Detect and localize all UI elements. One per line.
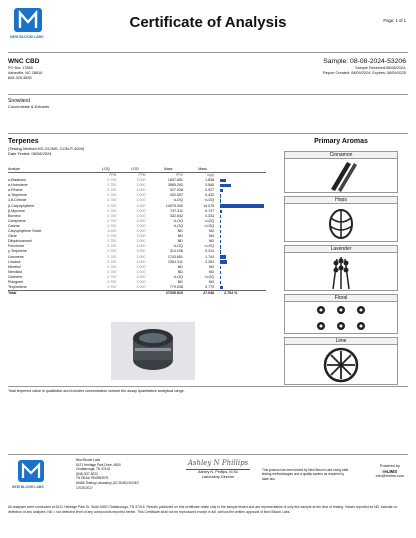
mass-ppm-cell: ND [177, 279, 183, 284]
loq-cell: 0.750 [107, 213, 117, 218]
lod-cell: 3.000 [136, 178, 146, 183]
lab-anab: ANAB Testing Laboratory (AT-2848) ISO/IEC [76, 480, 140, 485]
primary-aromas [276, 138, 406, 344]
unit-mass-mg: mg/g [207, 173, 215, 177]
lod-cell: 3.000 [136, 254, 146, 259]
logo-text: NEW BLOOM LABS [10, 35, 44, 39]
mass-mg-cell: ND [208, 239, 215, 244]
lime-icon [319, 345, 363, 385]
sample-id: Sample: 08-08-2024-53206 [323, 58, 406, 65]
mass-ppm-cell: 432.057 [169, 193, 183, 198]
mass-ppm-cell: ND [177, 229, 183, 234]
signer-name: Ashley N. Phillips, M.Sc [186, 469, 250, 475]
lod-cell: 3.000 [136, 285, 146, 290]
footer-logo-text: NEW BLOOM LABS [12, 485, 44, 489]
mass-mg-cell: ND [208, 234, 215, 239]
section-title: Terpenes [8, 138, 39, 145]
total-mg: 27.036 [187, 291, 218, 297]
mass-mg-cell: ND [208, 279, 215, 284]
testing-method: (Testing Method:HS-GC/MS, CON-P-4000) [8, 146, 85, 151]
product-divider [8, 133, 408, 134]
lab-phone: (844) 837-8223 [76, 471, 98, 476]
loq-cell: 0.750 [107, 203, 117, 208]
analyte-cell: Carene [8, 223, 20, 228]
mass-ppm-cell: 927.028 [169, 188, 183, 193]
signer-title: Laboratory Director [201, 475, 235, 479]
aroma-cinnamon [284, 151, 398, 193]
loq-cell: 0.750 [107, 274, 117, 279]
lab-address-2: Chattanooga, TN 37416 [76, 467, 110, 472]
lod-cell: 3.000 [136, 249, 146, 254]
lod-cell: 3.000 [136, 259, 146, 264]
mass-mg-cell: <LOQ [204, 244, 215, 249]
header-divider [8, 52, 408, 53]
footer-logo [12, 460, 52, 496]
mass-ppm-cell: <LOQ [173, 218, 183, 223]
powered-by-label: Powered by [379, 464, 400, 468]
analyte-cell: 1,8-Cineole [8, 198, 27, 203]
lod-cell: 3.000 [136, 208, 146, 213]
unit-loq: PPM [109, 173, 117, 177]
lab-iso: 17025:2017 [76, 485, 93, 490]
analyte-cell: Citral [8, 234, 17, 239]
analyte-cell: Menthol [8, 264, 21, 269]
header [0, 0, 416, 52]
lod-cell: 3.000 [136, 218, 146, 223]
concentration-bar [220, 240, 221, 243]
concentration-bar [220, 276, 221, 279]
mass-ppm-cell: 314.198 [169, 249, 183, 254]
lab-name: New Bloom Labs [76, 458, 101, 462]
concentration-bar [220, 230, 221, 233]
product-category: Concentrate & Extracts [8, 104, 50, 110]
total-ppm: 27035.519 [149, 291, 186, 297]
analyte-cell: Pulegone [8, 279, 24, 284]
loq-cell: 0.750 [107, 218, 117, 223]
loq-cell: 0.750 [107, 193, 117, 198]
loq-cell: 0.750 [107, 239, 117, 244]
col-lod: LOD [120, 167, 149, 173]
aroma-label: Lime [285, 338, 397, 345]
loq-cell: 0.750 [107, 259, 117, 264]
mass-mg-cell: <LOQ [204, 218, 215, 223]
concentration-bar [220, 184, 231, 187]
mass-ppm-cell: 779.038 [169, 285, 183, 290]
lod-cell: 3.000 [136, 223, 146, 228]
col-mass-ppm: Mass [149, 167, 186, 173]
concentration-bar [220, 220, 221, 223]
col-mass-mg: Mass [187, 167, 218, 173]
analyte-cell: Borneol [8, 213, 21, 218]
client-address-1: PO Box 17865 [8, 66, 33, 70]
concentration-bar [220, 255, 225, 258]
concentration-bar [220, 194, 221, 197]
footer-divider [8, 454, 408, 455]
lab-dea: TN DEA#: RN0563975 [76, 476, 109, 481]
lod-cell: 3.000 [136, 279, 146, 284]
aroma-floral [284, 294, 398, 334]
mass-mg-cell: 0.333 [205, 213, 215, 218]
concentration-bar [220, 225, 221, 228]
concentration-bar [220, 281, 221, 284]
mass-ppm-cell: ND [177, 239, 183, 244]
total-row [8, 291, 266, 297]
loq-cell: 0.750 [107, 208, 117, 213]
mass-mg-cell: 0.432 [205, 193, 215, 198]
mass-ppm-cell: 14075.340 [165, 203, 183, 208]
lod-cell: 3.000 [136, 229, 146, 234]
lod-cell: 3.000 [136, 183, 146, 188]
analyte-cell: α-Pinene [8, 188, 23, 193]
aroma-lime [284, 337, 398, 385]
relims-email[interactable]: info@relims.com [375, 474, 404, 478]
mass-mg-cell: 2.281 [205, 259, 215, 264]
analyte-cell: α-Humulene [8, 183, 28, 188]
loq-cell: 0.750 [107, 264, 117, 269]
loq-cell: 0.750 [107, 183, 117, 188]
cinnamon-icon [321, 159, 361, 193]
unit-lod: PPM [138, 173, 146, 177]
lod-cell: 3.000 [136, 198, 146, 203]
concentration-bar [220, 204, 264, 207]
mass-mg-cell: 14.075 [203, 203, 215, 208]
lod-cell: 3.000 [136, 193, 146, 198]
jar-icon [111, 322, 195, 380]
mass-ppm-cell: 3565.292 [167, 183, 183, 188]
loq-cell: 0.750 [107, 285, 117, 290]
mass-mg-cell: <LOQ [204, 198, 215, 203]
concentration-bar [220, 215, 221, 218]
loq-cell: 0.750 [107, 223, 117, 228]
product-photo [111, 322, 195, 380]
lod-cell: 3.000 [136, 269, 146, 274]
analyte-cell: Ocimene [8, 274, 23, 279]
loq-cell: 0.750 [107, 244, 117, 249]
client-info [8, 58, 42, 82]
aroma-label: Floral [285, 295, 397, 302]
client-phone: 828-329-5835 [8, 76, 32, 81]
terpenes-section-header [8, 138, 84, 156]
loq-cell: 0.750 [107, 198, 117, 203]
sample-received: Sample Received:08/08/2024; [355, 66, 406, 70]
mass-mg-cell: ND [208, 229, 215, 234]
mass-mg-cell: 0.314 [205, 249, 215, 254]
unit-mass-ppm: PPM [175, 173, 183, 177]
total-percent: 2.704 % [218, 291, 266, 297]
mass-mg-cell: 0.747 [205, 208, 215, 213]
col-loq: LOQ [91, 167, 120, 173]
concentration-bar [220, 179, 226, 182]
mass-mg-cell: 1.744 [205, 254, 215, 259]
mass-mg-cell: ND [208, 269, 215, 274]
lod-cell: 3.000 [136, 188, 146, 193]
aroma-lavender [284, 245, 398, 291]
concentration-bar [220, 266, 221, 269]
loq-cell: 0.750 [107, 279, 117, 284]
mass-ppm-cell: <LOQ [173, 198, 183, 203]
lab-address-1: 6121 Heritage Park Drive, A500 [76, 462, 121, 467]
mass-mg-cell: <LOQ [204, 274, 215, 279]
page-number: Page: 1 of 1 [383, 18, 406, 23]
analyte-cell: Caryophyllene Oxide [8, 229, 42, 234]
lavender-icon [321, 253, 361, 291]
analyte-cell: Linalool [8, 259, 21, 264]
hops-icon [321, 204, 361, 242]
mass-ppm-cell: <LOQ [173, 223, 183, 228]
loq-cell: 0.750 [107, 269, 117, 274]
concentration-bar [220, 235, 221, 238]
aromas-title: Primary Aromas [314, 138, 368, 145]
concentration-bar [220, 210, 222, 213]
loq-cell: 0.750 [107, 188, 117, 193]
loq-cell: 0.750 [107, 249, 117, 254]
analyte-cell: Dihydrocarveol [8, 239, 32, 244]
page-title: Certificate of Analysis [129, 14, 287, 31]
terpene-note: Total terpenes value is qualitative and includes concentration outside the assay quantitative analytical range. [8, 389, 185, 393]
analyte-cell: Terpinolene [8, 285, 27, 290]
mass-ppm-cell: 747.311 [170, 208, 183, 213]
loq-cell: 0.750 [107, 254, 117, 259]
terpenes-table [8, 167, 266, 296]
lod-cell: 3.000 [136, 234, 146, 239]
concentration-bar [220, 286, 222, 289]
floral-icon [311, 302, 371, 334]
footer-logo-mark-icon [18, 460, 44, 482]
mass-ppm-cell: ND [177, 264, 183, 269]
aroma-label: Cinnamon [285, 152, 397, 159]
mass-ppm-cell: <LOQ [173, 274, 183, 279]
aroma-label: Lavender [285, 246, 397, 253]
analyte-cell: α-Bisabolol [8, 178, 26, 183]
client-name: WNC CBD [8, 58, 40, 65]
mass-ppm-cell: 332.642 [169, 213, 183, 218]
concentration-bar [220, 250, 221, 253]
mass-mg-cell: ND [208, 264, 215, 269]
client-address-2: Asheville, NC 28816 [8, 71, 43, 76]
total-label: Total [8, 291, 91, 297]
analyte-cell: Nerolidol [8, 269, 23, 274]
mass-mg-cell: 1.838 [205, 178, 215, 183]
concentration-bar [220, 245, 221, 248]
mass-ppm-cell: 2281.311 [168, 259, 183, 264]
disclaimer: All analyses were conducted at 6121 Heritage Park Dr, Suite A500 Chattanooga, TN 37416. Results published on this certificate relate only to the sample tested and are representative of only this sample at the time of testing. Values reported as ND, indicate no detection of any analytes; ND = not detected level of any compounds reported herein. This Certificate shall not be reproduced except in full, without the written approval of New Bloom Labs. [8, 505, 398, 514]
concentration-bar [220, 260, 227, 263]
mass-mg-cell: <LOQ [204, 223, 215, 228]
concentration-bar [220, 189, 223, 192]
analyte-cell: β-Myrcene [8, 208, 26, 213]
certification-text: This product has been tested by New Bloom Labs using valid testing methodologies and a quality system as required by state law. [262, 468, 349, 481]
analyte-cell: β-Caryophyllene [8, 203, 35, 208]
analyte-cell: γ-Terpinene [8, 249, 27, 254]
mass-mg-cell: 0.927 [205, 188, 215, 193]
lod-cell: 3.000 [136, 213, 146, 218]
lod-cell: 3.000 [136, 203, 146, 208]
concentration-bar [220, 271, 221, 274]
report-dates: Report Created: 08/09/2024; Expires: 08/09/2025 [323, 71, 406, 76]
aroma-hops [284, 196, 398, 242]
powered-by [376, 464, 404, 479]
loq-cell: 0.750 [107, 234, 117, 239]
loq-cell: 0.750 [107, 178, 117, 183]
analyte-cell: α-Terpinene [8, 193, 28, 198]
lod-cell: 3.000 [136, 264, 146, 269]
analyte-cell: Limonene [8, 254, 24, 259]
relims-name: reLIMS [382, 469, 398, 474]
loq-cell: 3.000 [107, 229, 117, 234]
mass-mg-cell: 3.565 [205, 183, 215, 188]
product-name: Snowland [8, 98, 30, 104]
analyte-cell: Fenchone [8, 244, 24, 249]
signature-block [182, 458, 254, 479]
mass-ppm-cell: 1837.651 [167, 178, 183, 183]
lab-address [76, 458, 139, 490]
aroma-label: Hops [285, 197, 397, 204]
mass-ppm-cell: 1743.651 [167, 254, 183, 259]
lod-cell: 3.000 [136, 239, 146, 244]
date-tested: Date Tested: 08/08/2024 [8, 151, 52, 157]
mass-ppm-cell: <LOQ [173, 244, 183, 249]
lod-cell: 3.000 [136, 274, 146, 279]
mass-ppm-cell: ND [177, 234, 183, 239]
signature: Ashley N Phillips [187, 459, 249, 467]
mass-mg-cell: 0.779 [205, 285, 215, 290]
sample-info [323, 58, 406, 76]
col-analyte: Analyte [8, 167, 91, 173]
mass-ppm-cell: ND [177, 269, 183, 274]
concentration-bar [220, 199, 221, 202]
analyte-cell: Camphene [8, 218, 26, 223]
note-divider-top [8, 386, 408, 387]
client-divider [8, 94, 408, 95]
product-info [8, 99, 49, 109]
lod-cell: 3.000 [136, 244, 146, 249]
